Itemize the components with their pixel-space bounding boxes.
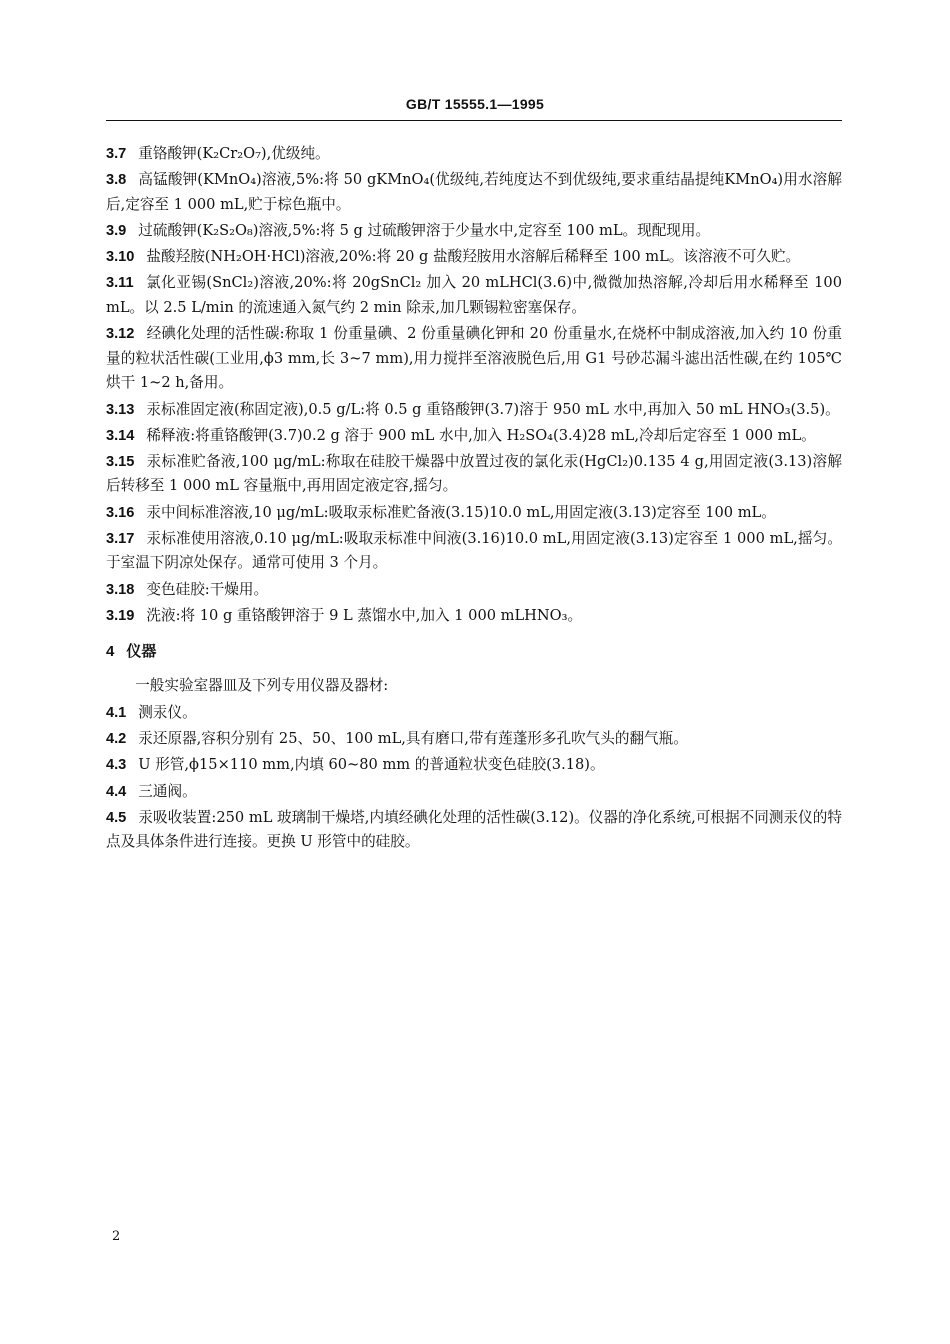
clause-text: 汞吸收装置:250 mL 玻璃制干燥塔,内填经碘化处理的活性碳(3.12)。仪器的净化系统,可根据不同测汞仪的特点及具体条件进行连接。更换 U 形管中的硅胶。 (106, 808, 842, 851)
clause-text: U 形管,ϕ15×110 mm,内填 60~80 mm 的普通粒状变色硅胶(3.18)。 (138, 756, 605, 774)
reagent-list (106, 142, 842, 628)
clause-text: 汞标准贮备液,100 μg/mL:称取在硅胶干燥器中放置过夜的氯化汞(HgCl₂)0.135 4 g,用固定液(3.13)溶解后转移至 1 000 mL 容量瓶中,再用固定液定容,摇匀。 (106, 452, 842, 495)
clause-number: 3.15 (106, 453, 135, 470)
clause-number: 3.14 (106, 427, 135, 444)
clause-text: 盐酸羟胺(NH₂OH·HCl)溶液,20%:将 20 g 盐酸羟胺用水溶解后稀释至 100 mL。该溶液不可久贮。 (146, 248, 801, 266)
clause-item (106, 219, 842, 244)
clause-item (106, 780, 842, 805)
section-intro: 一般实验室器皿及下列专用仪器及器材: (135, 677, 389, 695)
clause-number: 3.13 (106, 401, 135, 418)
clause-item (106, 753, 842, 778)
clause-number: 3.9 (106, 222, 127, 239)
section-number: 4 (106, 643, 115, 661)
clause-item (106, 501, 842, 526)
clause-item (106, 806, 842, 855)
clause-number: 4.2 (106, 731, 127, 748)
instrument-list (106, 701, 842, 855)
header-rule (106, 120, 842, 121)
clause-text: 测汞仪。 (138, 704, 197, 721)
clause-text: 三通阀。 (138, 782, 197, 800)
section-heading (106, 640, 842, 664)
clause-number: 3.8 (106, 172, 127, 189)
clause-item (106, 398, 842, 423)
clause-number: 3.11 (106, 275, 134, 292)
clause-text: 汞中间标准溶液,10 μg/mL:吸取汞标准贮备液(3.15)10.0 mL,用固定液(3.13)定容至 100 mL。 (146, 503, 776, 521)
clause-item (106, 450, 842, 499)
clause-number: 3.19 (106, 607, 135, 624)
clause-item (106, 527, 842, 576)
clause-item (106, 727, 842, 752)
clause-text: 过硫酸钾(K₂S₂O₈)溶液,5%:将 5 g 过硫酸钾溶于少量水中,定容至 100 mL。现配现用。 (138, 221, 711, 239)
clause-item (106, 604, 842, 629)
clause-number: 3.10 (106, 249, 135, 266)
clause-number: 3.12 (106, 326, 135, 343)
clause-number: 3.17 (106, 530, 135, 547)
clause-text: 汞标准使用溶液,0.10 μg/mL:吸取汞标准中间液(3.16)10.0 mL,用固定液(3.13)定容至 1 000 mL,摇匀。于室温下阴凉处保存。通常可使用 3 个月。 (106, 529, 842, 572)
clause-number: 3.18 (106, 581, 135, 598)
page-number: 2 (112, 1229, 121, 1244)
document-body (106, 142, 842, 857)
clause-item (106, 271, 842, 320)
clause-item (106, 322, 842, 396)
clause-number: 3.7 (106, 146, 127, 162)
standard-code-header: GB/T 15555.1—1995 (405, 96, 545, 112)
clause-number: 4.4 (106, 783, 127, 800)
section-title: 仪器 (126, 643, 157, 661)
clause-text: 变色硅胶:干燥用。 (146, 580, 269, 598)
clause-item (106, 701, 842, 726)
clause-number: 4.1 (106, 705, 127, 721)
clause-item (106, 245, 842, 270)
clause-text: 重铬酸钾(K₂Cr₂O₇),优级纯。 (138, 145, 330, 162)
clause-text: 氯化亚锡(SnCl₂)溶液,20%:将 20gSnCl₂ 加入 20 mLHCl(3.6)中,微微加热溶解,冷却后用水稀释至 100 mL。以 2.5 L/min 的流速通入氮气约 2 min 除汞,加几颗锡粒密塞保存。 (106, 274, 842, 316)
clause-text: 稀释液:将重铬酸钾(3.7)0.2 g 溶于 900 mL 水中,加入 H₂SO₄(3.4)28 mL,冷却后定容至 1 000 mL。 (146, 426, 816, 444)
clause-number: 4.3 (106, 757, 127, 774)
clause-item (106, 578, 842, 603)
clause-text: 汞还原器,容积分别有 25、50、100 mL,具有磨口,带有莲蓬形多孔吹气头的翻气瓶。 (138, 730, 688, 748)
clause-number: 4.5 (106, 809, 127, 826)
clause-item (106, 424, 842, 449)
clause-text: 汞标准固定液(称固定液),0.5 g/L:将 0.5 g 重铬酸钾(3.7)溶于 950 mL 水中,再加入 50 mL HNO₃(3.5)。 (146, 400, 840, 418)
clause-number: 3.16 (106, 504, 135, 521)
clause-text: 经碘化处理的活性碳:称取 1 份重量碘、2 份重量碘化钾和 20 份重量水,在烧杯中制成溶液,加入约 10 份重量的粒状活性碳(工业用,ϕ3 mm,长 3~7 mm),用力搅拌至溶液脱色后,用 G1 号砂芯漏斗滤出活性碳,在约 105℃烘干 1~2 h,备用。 (106, 325, 842, 392)
clause-text: 高锰酸钾(KMnO₄)溶液,5%:将 50 gKMnO₄(优级纯,若纯度达不到优级纯,要求重结晶提纯KMnO₄)用水溶解后,定容至 1 000 mL,贮于棕色瓶中。 (106, 171, 842, 213)
clause-text: 洗液:将 10 g 重铬酸钾溶于 9 L 蒸馏水中,加入 1 000 mLHNO₃。 (146, 606, 583, 624)
clause-item (106, 168, 842, 217)
clause-item (106, 142, 842, 167)
